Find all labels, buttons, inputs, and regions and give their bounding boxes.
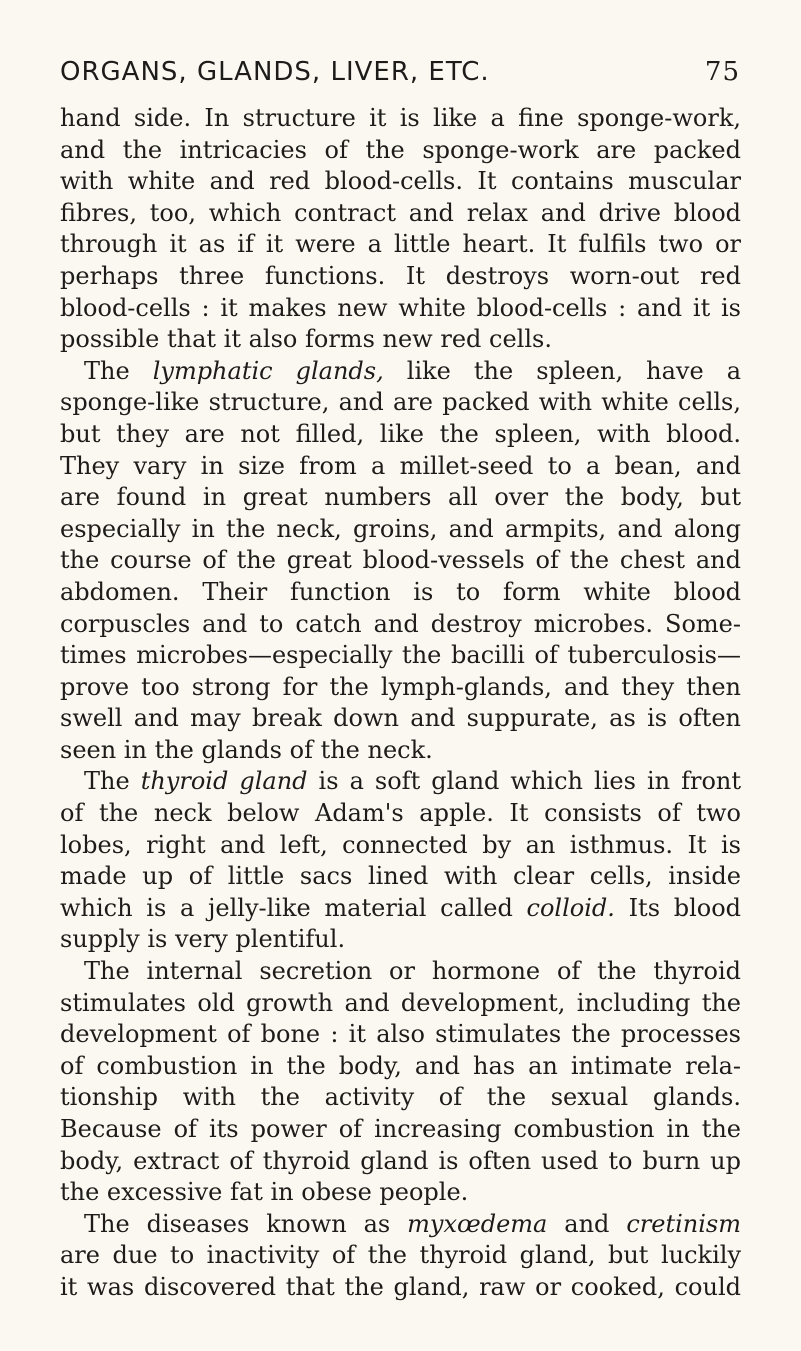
text-run: is a soft gland which lies in front bbox=[307, 767, 741, 796]
text-run: fibres, too, which contract and relax and drive blood bbox=[60, 198, 741, 227]
text-line bbox=[60, 640, 741, 672]
text-run: with white and red blood-cells. It contains muscular bbox=[60, 167, 741, 196]
text-line bbox=[60, 1146, 741, 1178]
text-line bbox=[60, 419, 741, 451]
text-run: of combustion in the body, and has an intimate rela- bbox=[60, 1051, 741, 1080]
text-run: tionship with the activity of the sexual glands. bbox=[60, 1083, 741, 1112]
text-line bbox=[60, 924, 741, 956]
text-line bbox=[60, 672, 741, 704]
text-line bbox=[60, 1114, 741, 1146]
italic-term: colloid. bbox=[526, 893, 615, 922]
text-line bbox=[60, 893, 741, 925]
text-run: and bbox=[547, 1209, 627, 1238]
text-run: like the spleen, have a bbox=[383, 356, 741, 385]
text-run: seen in the glands of the neck. bbox=[60, 735, 433, 764]
text-run: The bbox=[84, 767, 141, 796]
text-run: The diseases known as bbox=[84, 1209, 408, 1238]
text-line bbox=[60, 514, 741, 546]
text-run: swell and may break down and suppurate, as is often bbox=[60, 704, 741, 733]
italic-term: thyroid gland bbox=[140, 767, 308, 796]
text-run: development of bone : it also stimulates the processes bbox=[60, 1020, 741, 1049]
text-run: which is a jelly-like material called bbox=[60, 893, 527, 922]
text-line bbox=[60, 229, 741, 261]
text-run: but they are not filled, like the spleen, with blood. bbox=[60, 419, 741, 448]
text-run: of the neck below Adam's apple. It consists of two bbox=[60, 799, 741, 828]
text-line bbox=[60, 1177, 741, 1209]
text-run: Its blood bbox=[614, 893, 741, 922]
text-run: prove too strong for the lymph-glands, and they then bbox=[60, 672, 741, 701]
text-run: They vary in size from a millet-seed to a bean, and bbox=[60, 451, 741, 480]
text-run: corpuscles and to catch and destroy microbes. Some- bbox=[60, 609, 741, 638]
text-line bbox=[60, 988, 741, 1020]
italic-term: cretinism bbox=[626, 1209, 741, 1238]
text-run: it was discovered that the gland, raw or cooked, could bbox=[60, 1272, 741, 1301]
text-line bbox=[60, 609, 741, 641]
text-line bbox=[60, 1051, 741, 1083]
italic-term: myxœdema bbox=[407, 1209, 548, 1238]
page-header bbox=[60, 57, 740, 97]
text-line bbox=[60, 703, 741, 735]
text-line bbox=[60, 482, 741, 514]
text-line bbox=[60, 261, 741, 293]
text-line bbox=[60, 861, 741, 893]
text-run: especially in the neck, groins, and armpits, and along bbox=[60, 514, 741, 543]
text-line bbox=[60, 198, 741, 230]
text-run: are found in great numbers all over the body, but bbox=[60, 483, 741, 512]
text-run: body, extract of thyroid gland is often used to burn up bbox=[60, 1146, 741, 1175]
text-line bbox=[60, 356, 741, 388]
text-run: are due to inactivity of the thyroid gland, but luckily bbox=[60, 1241, 741, 1270]
text-line bbox=[60, 103, 741, 135]
text-line bbox=[60, 293, 741, 325]
text-line bbox=[60, 798, 741, 830]
text-line bbox=[60, 1082, 741, 1114]
text-line bbox=[60, 166, 741, 198]
text-line bbox=[60, 451, 741, 483]
text-run: perhaps three functions. It destroys worn-out red bbox=[60, 261, 741, 290]
text-line bbox=[60, 577, 741, 609]
text-line bbox=[60, 545, 741, 577]
text-run: possible that it also forms new red cells. bbox=[60, 325, 552, 354]
text-run: blood-cells : it makes new white blood-cells : and it is bbox=[60, 293, 741, 322]
text-run: through it as if it were a little heart. It fulfils two or bbox=[60, 230, 741, 259]
text-run: the excessive fat in obese people. bbox=[60, 1178, 469, 1207]
text-line bbox=[60, 1019, 741, 1051]
text-run: lobes, right and left, connected by an isthmus. It is bbox=[60, 830, 741, 859]
text-line bbox=[60, 324, 741, 356]
text-line bbox=[60, 735, 741, 767]
italic-term: lymphatic glands, bbox=[152, 356, 384, 385]
page-number: 75 bbox=[704, 57, 740, 87]
text-run: supply is very plentiful. bbox=[60, 925, 346, 954]
text-line bbox=[60, 766, 741, 798]
text-line bbox=[60, 135, 741, 167]
text-run: sponge-like structure, and are packed with white cells, bbox=[60, 388, 741, 417]
text-run: The bbox=[84, 356, 153, 385]
text-run: times microbes—especially the bacilli of tuberculosis— bbox=[60, 641, 741, 670]
text-run: Because of its power of increasing combustion in the bbox=[60, 1115, 741, 1143]
text-run: stimulates old growth and development, including the bbox=[60, 988, 741, 1017]
text-line bbox=[60, 1209, 741, 1241]
text-line bbox=[60, 956, 741, 988]
running-title: ORGANS, GLANDS, LIVER, ETC. bbox=[60, 57, 490, 87]
body-text bbox=[60, 103, 741, 1304]
text-run: abdomen. Their function is to form white blood bbox=[60, 577, 741, 606]
text-run: the course of the great blood-vessels of the chest and bbox=[60, 546, 741, 575]
text-line bbox=[60, 1272, 741, 1304]
text-line bbox=[60, 830, 741, 862]
text-run: The internal secretion or hormone of the thyroid bbox=[84, 957, 741, 986]
text-run: made up of little sacs lined with clear cells, inside bbox=[60, 862, 741, 891]
text-run: hand side. In structure it is like a fine sponge-work, bbox=[60, 104, 741, 132]
text-line bbox=[60, 1240, 741, 1272]
text-line bbox=[60, 387, 741, 419]
text-run: and the intricacies of the sponge-work are packed bbox=[60, 135, 741, 164]
